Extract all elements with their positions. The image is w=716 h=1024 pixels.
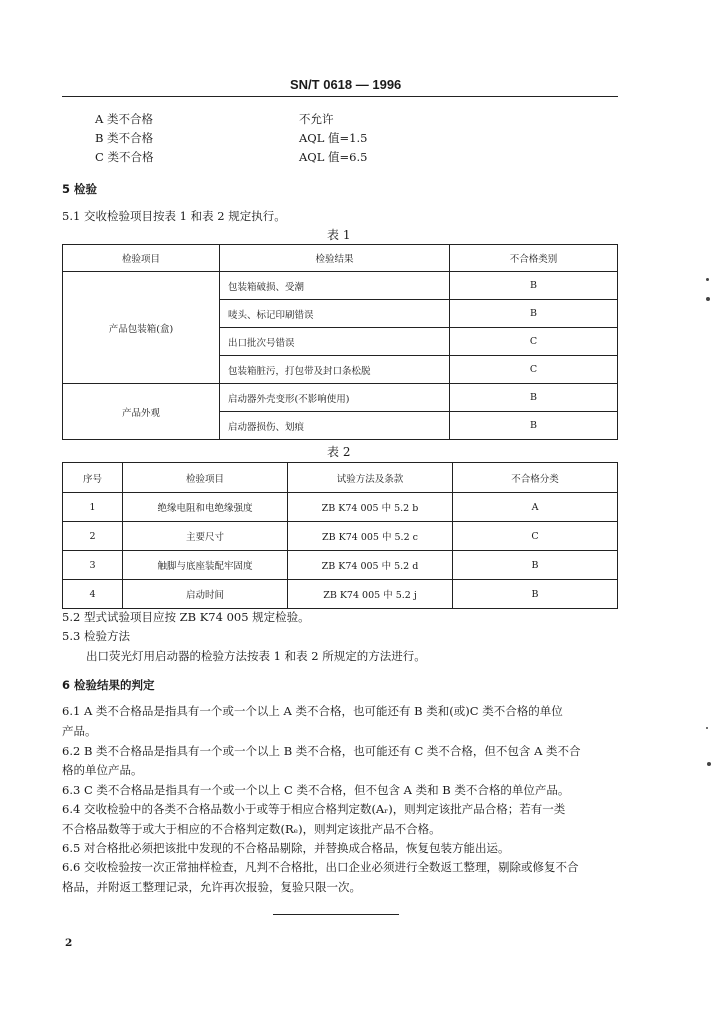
- table-cell: B: [450, 300, 618, 328]
- clause-6-3: 6.3 C 类不合格品是指具有一个或一个以上 C 类不合格，但不包含 A 类和 B 类不合格的单位产品。: [62, 783, 570, 797]
- table-row: [63, 272, 618, 300]
- table-cell: B: [450, 412, 618, 440]
- table-cell: 触脚与底座装配牢固度: [123, 551, 288, 580]
- table-row: [63, 551, 618, 580]
- scan-speck: [706, 297, 710, 301]
- defect-level-value: AQL 值=1.5: [299, 131, 368, 145]
- table-cell: B: [453, 551, 618, 580]
- scan-speck: [707, 762, 711, 766]
- clause-6-4: 6.4 交收检验中的各类不合格品数小于或等于相应合格判定数(Aᵣ)，则判定该批产品合格；若有一类: [62, 802, 566, 816]
- table-2: [62, 462, 618, 609]
- table-cell: 包装箱脏污，打包带及封口条松脱: [220, 356, 450, 384]
- scan-speck: [706, 278, 709, 281]
- clause-6-1: 6.1 A 类不合格品是指具有一个或一个以上 A 类不合格，也可能还有 B 类和(或)C 类不合格的单位: [62, 704, 563, 718]
- clause-6-1-cont: 产品。: [62, 724, 97, 738]
- defect-level-label: A 类不合格: [95, 112, 153, 126]
- table-cell: 2: [63, 522, 123, 551]
- end-rule: [273, 914, 399, 915]
- table-header-cell: 检验项目: [63, 245, 220, 272]
- table-cell: 4: [63, 580, 123, 609]
- table-1-caption: 表 1: [327, 228, 351, 242]
- table-cell: 启动器损伤、划痕: [220, 412, 450, 440]
- defect-level-label: B 类不合格: [95, 131, 154, 145]
- table-row: [63, 493, 618, 522]
- table-cell: C: [453, 522, 618, 551]
- table-header-cell: 不合格分类: [453, 463, 618, 493]
- table-cell: ZB K74 005 中 5.2 j: [288, 580, 453, 609]
- standard-code-header: SN/T 0618 — 1996: [290, 77, 402, 92]
- table-header-cell: 不合格类别: [450, 245, 618, 272]
- table-cell: C: [450, 328, 618, 356]
- table-cell: ZB K74 005 中 5.2 d: [288, 551, 453, 580]
- clause-5-3-heading: 5.3 检验方法: [62, 629, 130, 643]
- table-cell: C: [450, 356, 618, 384]
- table-cell: 绝缘电阻和电绝缘强度: [123, 493, 288, 522]
- table-cell: 启动器外壳变形(不影响使用): [220, 384, 450, 412]
- defect-level-value: AQL 值=6.5: [299, 150, 368, 164]
- table-2-caption: 表 2: [327, 445, 351, 459]
- table-header-cell: 序号: [63, 463, 123, 493]
- table-cell: B: [453, 580, 618, 609]
- table-group-cell: 产品包装箱(盒): [63, 272, 220, 384]
- table-row: [63, 384, 618, 412]
- defect-level-value: 不允许: [299, 112, 334, 126]
- table-header-cell: 检验项目: [123, 463, 288, 493]
- table-cell: B: [450, 384, 618, 412]
- scan-speck: [706, 727, 708, 729]
- table-1: [62, 244, 618, 440]
- clause-5-2: 5.2 型式试验项目应按 ZB K74 005 规定检验。: [62, 610, 310, 624]
- section-6-heading: 6 检验结果的判定: [62, 678, 155, 692]
- clause-5-1: 5.1 交收检验项目按表 1 和表 2 规定执行。: [62, 209, 286, 223]
- table-group-cell: 产品外观: [63, 384, 220, 440]
- clause-6-2-cont: 格的单位产品。: [62, 763, 143, 777]
- table-row: [63, 522, 618, 551]
- table-cell: 启动时间: [123, 580, 288, 609]
- table-cell: 包装箱破损、受潮: [220, 272, 450, 300]
- table-cell: ZB K74 005 中 5.2 b: [288, 493, 453, 522]
- clause-5-3-body: 出口荧光灯用启动器的检验方法按表 1 和表 2 所规定的方法进行。: [86, 649, 426, 663]
- table-row: [63, 580, 618, 609]
- defect-level-label: C 类不合格: [95, 150, 154, 164]
- clause-6-6: 6.6 交收检验按一次正常抽样检查，凡判不合格批，出口企业必须进行全数返工整理，剔除或修复不合: [62, 860, 579, 874]
- table-header-cell: 试验方法及条款: [288, 463, 453, 493]
- table-cell: 主要尺寸: [123, 522, 288, 551]
- table-header-cell: 检验结果: [220, 245, 450, 272]
- clause-6-5: 6.5 对合格批必须把该批中发现的不合格品剔除，并替换成合格品，恢复包装方能出运。: [62, 841, 510, 855]
- table-cell: 1: [63, 493, 123, 522]
- table-cell: 出口批次号错误: [220, 328, 450, 356]
- table-cell: 唛头、标记印刷错误: [220, 300, 450, 328]
- header-rule: [62, 96, 618, 97]
- table-cell: 3: [63, 551, 123, 580]
- table-cell: B: [450, 272, 618, 300]
- clause-6-6-cont: 格品，并附返工整理记录，允许再次报验，复验只限一次。: [62, 880, 361, 894]
- page-number: 2: [65, 937, 73, 949]
- section-5-heading: 5 检验: [62, 182, 98, 196]
- table-cell: A: [453, 493, 618, 522]
- table-cell: ZB K74 005 中 5.2 c: [288, 522, 453, 551]
- clause-6-4-cont: 不合格品数等于或大于相应的不合格判定数(Rₑ)，则判定该批产品不合格。: [62, 822, 441, 836]
- clause-6-2: 6.2 B 类不合格品是指具有一个或一个以上 B 类不合格，也可能还有 C 类不合格，但不包含 A 类不合: [62, 744, 581, 758]
